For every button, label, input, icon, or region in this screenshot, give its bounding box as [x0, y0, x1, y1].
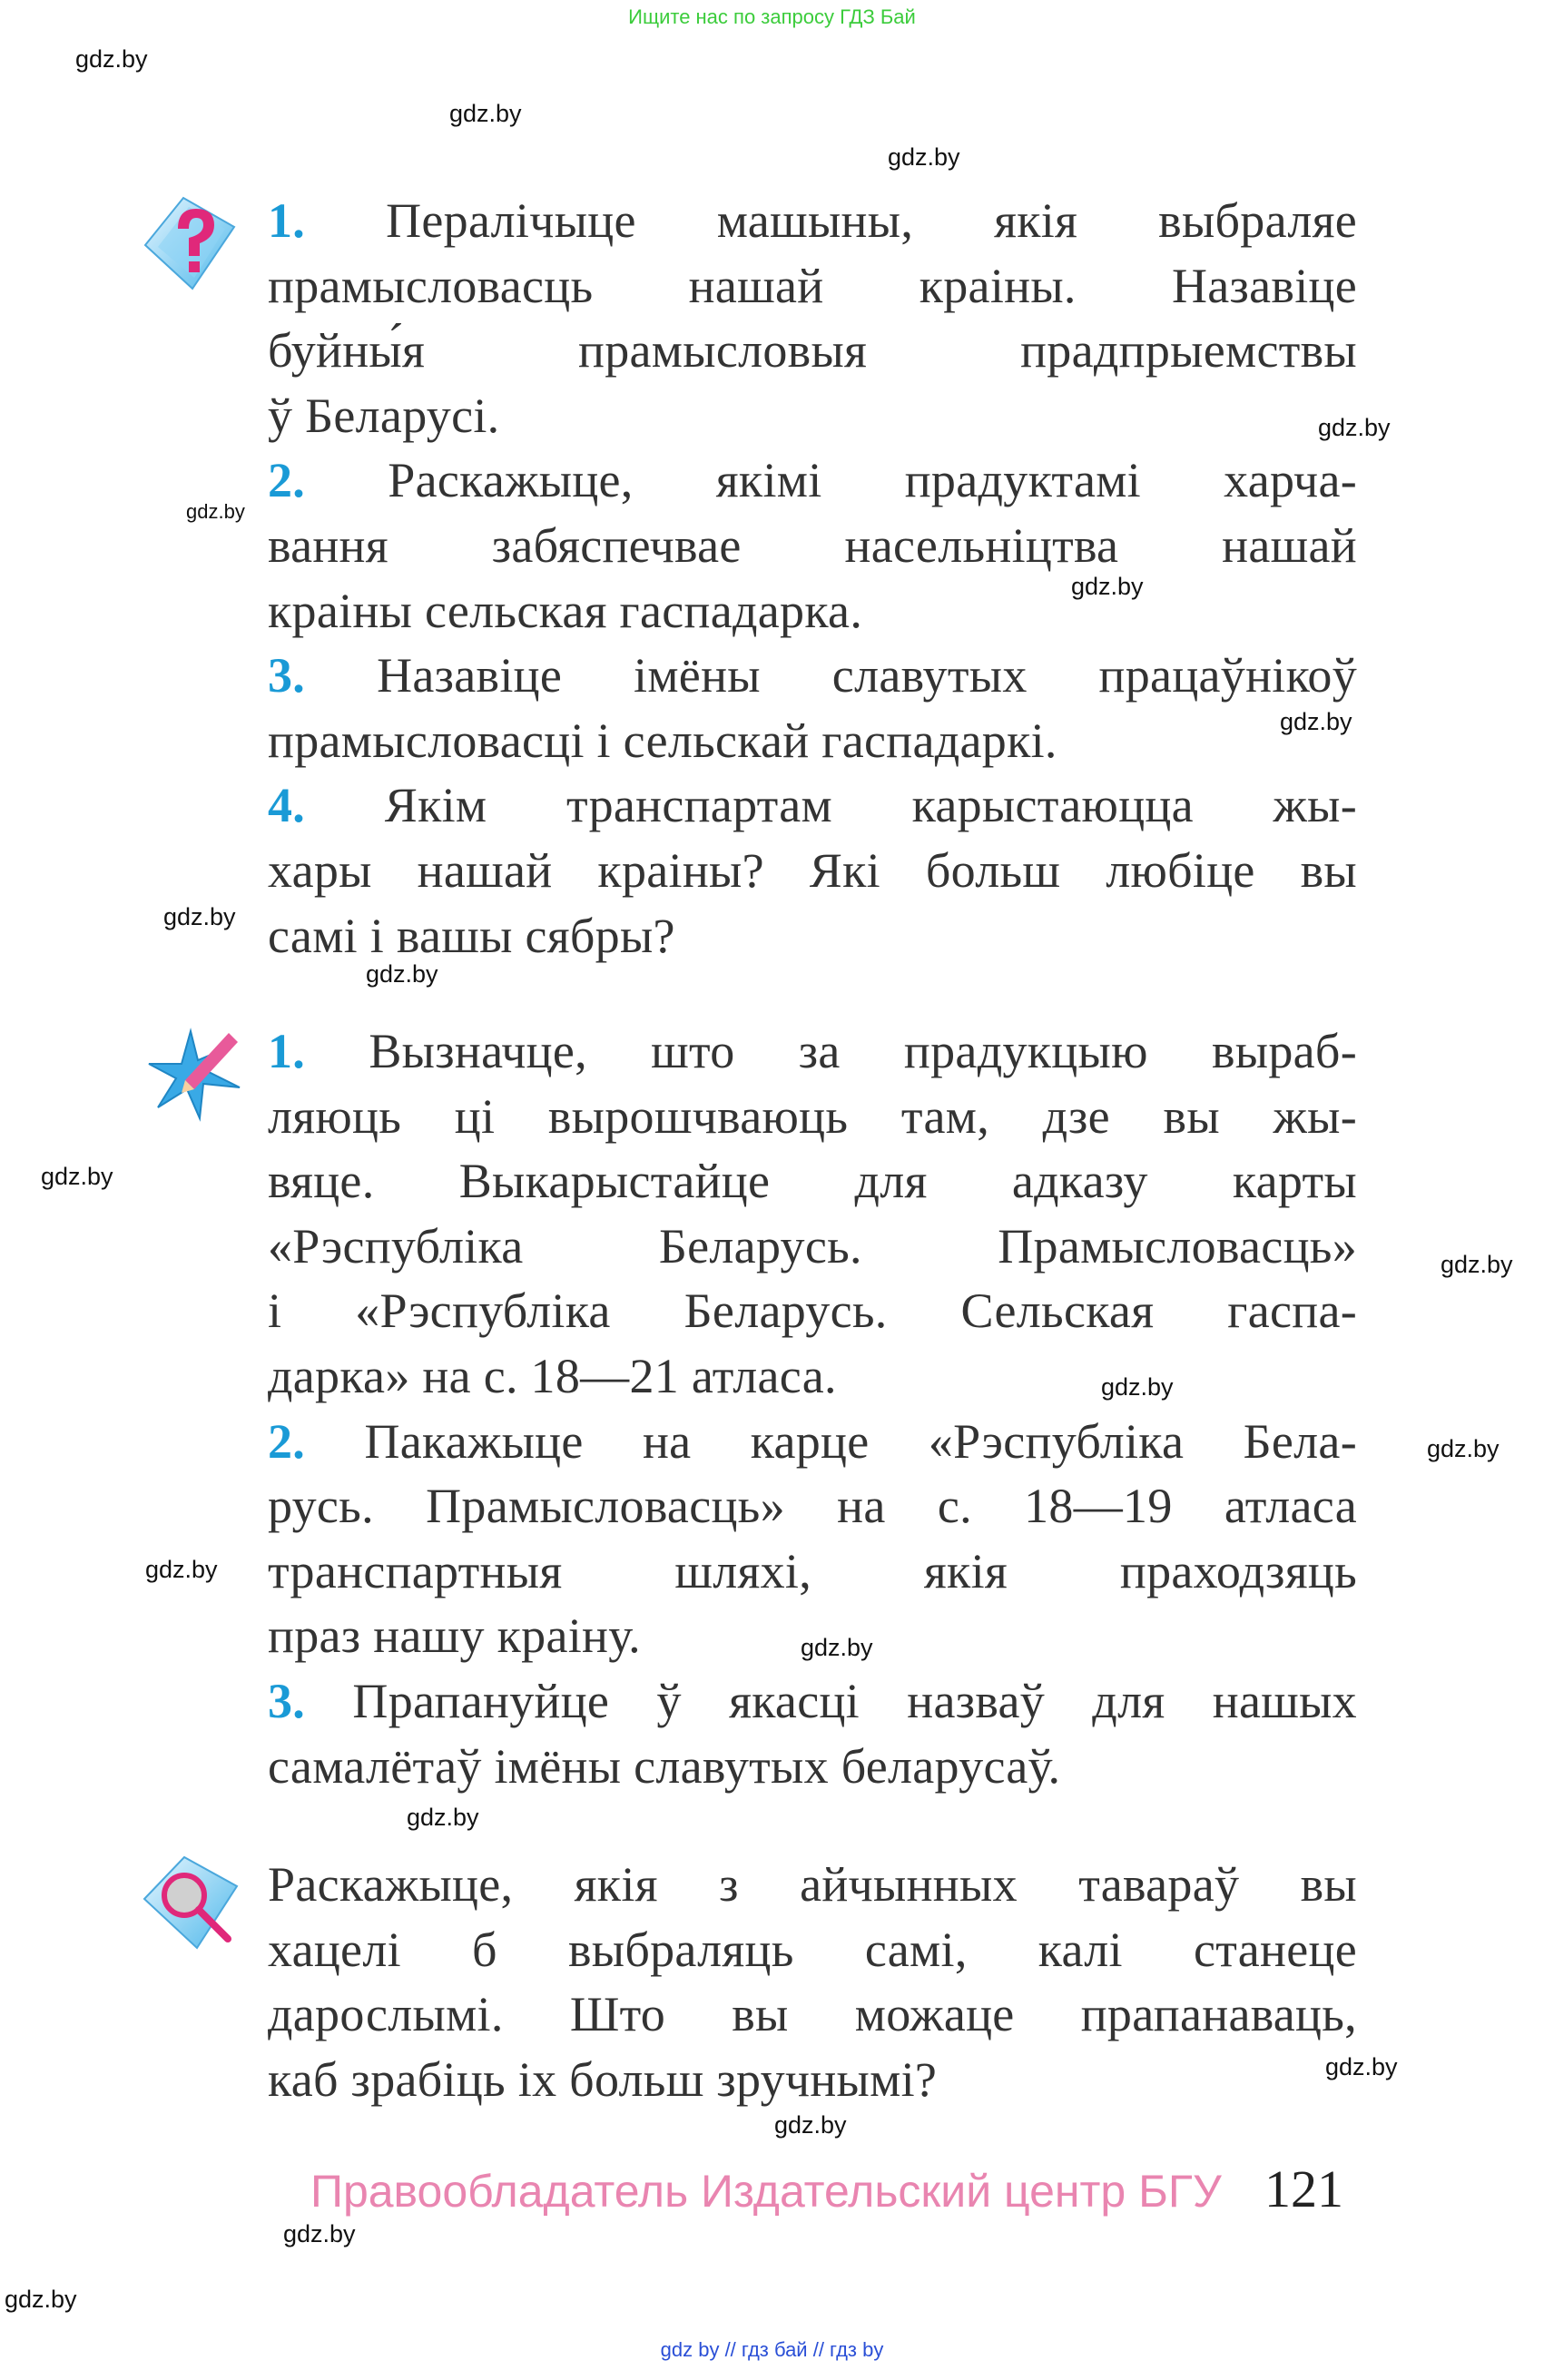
watermark: gdz.by [1101, 1373, 1174, 1401]
task-number: 2. [268, 1413, 306, 1469]
task-text: дарка» на с. 18—21 атласа. [268, 1349, 837, 1403]
task-text: праз нашу краіну. [268, 1608, 641, 1664]
watermark: gdz.by [1318, 414, 1391, 441]
task-text: Раскажыце, якія з айчынных тавараў вы [268, 1857, 1357, 1912]
task-text-line [268, 1917, 1357, 1982]
task-text-line [268, 903, 1357, 969]
task-number: 4. [268, 778, 306, 833]
watermark: gdz.by [145, 1556, 218, 1583]
question-book-icon [138, 192, 240, 294]
task-text: буйны́я прамысловыя прадпрыемствы [268, 323, 1357, 379]
header-note: Ищите нас по запросу ГДЗ Бай [628, 5, 916, 28]
task-text: дарослымі. Што вы можаце прапанаваць, [268, 1987, 1357, 2042]
watermark: gdz.by [1441, 1251, 1513, 1278]
task-text-line [268, 838, 1357, 903]
task-text-line [268, 578, 1357, 644]
task-text-line [268, 1473, 1357, 1539]
task-text: вяце. Выкарыстайце для адказу карты [268, 1154, 1357, 1209]
task-text: краіны сельская гаспадарка. [268, 583, 863, 638]
watermark: gdz.by [1071, 573, 1144, 600]
task-text: прамысловасці і сельскай гаспадаркі. [268, 713, 1057, 768]
task-text-line [268, 772, 1357, 838]
task-text-line [268, 1343, 1357, 1409]
watermark: gdz.by [774, 2111, 847, 2139]
task-text: Пакажыце на карце «Рэспубліка Бела- [364, 1413, 1357, 1469]
task-text: транспартныя шляхі, якія праходзяць [268, 1543, 1357, 1598]
watermark: gdz.by [407, 1804, 479, 1831]
page-number: 121 [1264, 2159, 1343, 2218]
task-number: 3. [268, 1674, 306, 1728]
task-text-line [268, 318, 1357, 383]
task-text: вання забяспечвае насельніцтва нашай [268, 518, 1357, 573]
task-number: 1. [268, 1024, 306, 1078]
task-text: ў Беларусі. [268, 388, 500, 443]
task-text-line [268, 447, 1357, 513]
watermark: gdz.by [1427, 1435, 1500, 1462]
task-text: ляюць ці вырошчваюць там, дзе вы жы- [268, 1088, 1357, 1144]
watermark: gdz.by [1325, 2053, 1398, 2080]
watermark: gdz.by [283, 2220, 356, 2247]
magnifier-book-icon [141, 1852, 242, 1953]
task-text-line [268, 253, 1357, 319]
task-text: Прапануйце ў якасці назваў для нашых [352, 1674, 1357, 1728]
watermark: gdz.by [41, 1163, 113, 1190]
task-text: Назавіце імёны славутых працаўнікоў [377, 648, 1357, 703]
task-text-line [268, 2047, 1357, 2112]
task-text: самі і вашы сябры? [268, 908, 675, 963]
task-text: Пералічыце машыны, якія выбраляе [386, 193, 1357, 248]
watermark: gdz.by [75, 45, 148, 73]
task-text-line [268, 708, 1357, 773]
task-number: 3. [268, 648, 306, 703]
task-text: русь. Прамысловасць» на с. 18—19 атласа [268, 1479, 1357, 1534]
task-text: «Рэспубліка Беларусь. Прамысловасць» [268, 1218, 1357, 1274]
task-number: 1. [268, 193, 306, 248]
task-text: Раскажыце, якімі прадуктамі харча- [388, 453, 1357, 508]
task-text: Вызначце, што за прадукцыю выраб- [369, 1024, 1357, 1078]
task-text-line [268, 1852, 1357, 1917]
task-text: Якім транспартам карыстаюцца жы- [384, 778, 1357, 833]
star-pencil-icon [145, 1024, 247, 1126]
task-text-line [268, 513, 1357, 578]
task-text-line [268, 643, 1357, 708]
task-text: прамысловасць нашай краіны. Назавіце [268, 258, 1357, 313]
task-text: хацелі б выбраляць самі, калі станеце [268, 1922, 1357, 1977]
watermark: gdz.by [163, 903, 236, 930]
task-text-line [268, 1539, 1357, 1604]
watermark: gdz.by [186, 500, 245, 523]
task-text-line [268, 1214, 1357, 1279]
task-text-line [268, 1278, 1357, 1343]
task-text-line [268, 1409, 1357, 1474]
task-text-line [268, 1018, 1357, 1084]
task-text-line [268, 1668, 1357, 1734]
task-text: каб зрабіць іх больш зручнымі? [268, 2051, 938, 2107]
task-text-line [268, 1734, 1357, 1799]
task-text-line [268, 383, 1357, 448]
task-text-line [268, 1148, 1357, 1214]
task-number: 2. [268, 453, 306, 508]
task-text: хары нашай краіны? Які больш любіце вы [268, 843, 1357, 898]
copyright-footer: Правообладатель Издательский центр БГУ [310, 2166, 1222, 2217]
task-text: і «Рэспубліка Беларусь. Сельская гаспа- [268, 1283, 1357, 1339]
watermark: gdz.by [801, 1634, 873, 1661]
task-text-line [268, 1084, 1357, 1149]
task-text-line [268, 188, 1357, 253]
watermark: gdz.by [5, 2286, 77, 2313]
watermark: gdz.by [449, 100, 522, 127]
watermark: gdz.by [1280, 708, 1352, 735]
watermark: gdz.by [366, 960, 438, 988]
bottom-note: gdz by // гдз бай // гдз by [660, 2338, 884, 2361]
watermark: gdz.by [888, 143, 960, 171]
task-text: самалётаў імёны славутых беларусаў. [268, 1738, 1061, 1794]
task-text-line [268, 1982, 1357, 2047]
